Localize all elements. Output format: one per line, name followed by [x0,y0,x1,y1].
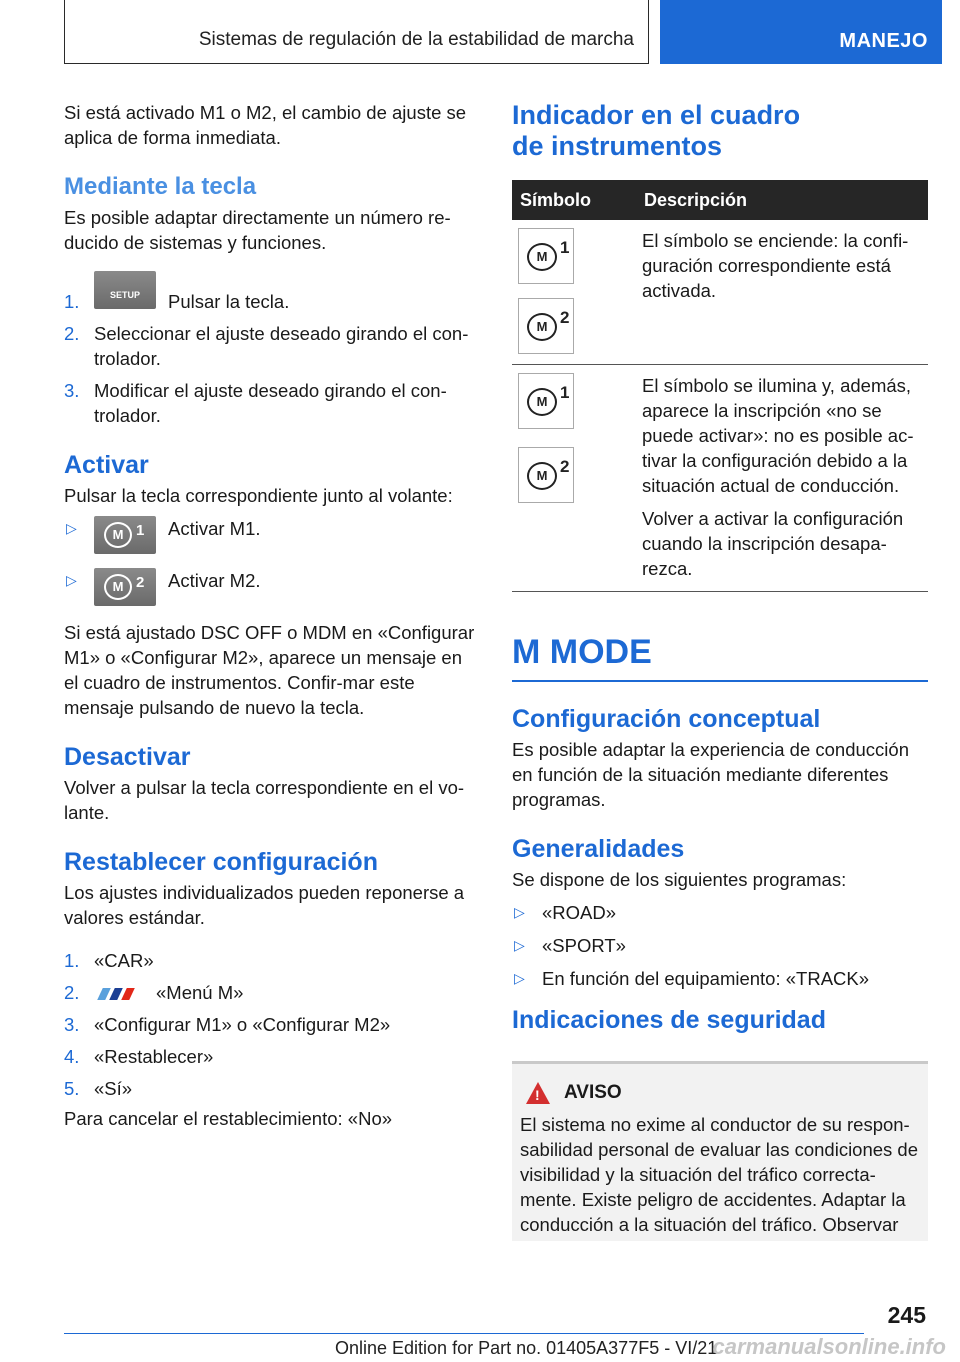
step-number: 1. [64,291,80,312]
step-number: 2. [64,323,80,344]
tecla-steps [64,271,478,428]
restablecer-paragraph: Los ajustes individualizados pueden reponerse a valores estándar. [64,882,465,928]
configuracion-paragraph: Es posible adaptar la experiencia de conducción en función de la situación mediante diferentes programas. [512,739,909,810]
activar-item-text: Activar M2. [168,570,261,591]
triangle-bullet-icon: ▷ [66,572,77,588]
step-text: Seleccionar el ajuste deseado girando el con-trolador. [94,323,469,369]
step-number: 1. [64,950,80,971]
m1-key-sup: 1 [136,522,145,539]
program-item [512,966,928,991]
m2-symbol-icon [518,298,574,354]
step-text: Pulsar la tecla. [168,291,290,312]
table-row [512,220,928,365]
heading-generalidades: Generalidades [512,835,685,863]
m2-symbol-sup: 2 [560,308,570,327]
m2-symbol-icon [518,447,574,503]
program-text: «ROAD» [542,902,617,923]
m-mode-divider [512,680,928,682]
activar-item-text: Activar M1. [168,518,261,539]
step-text: «Menú M» [156,982,244,1003]
step-text: «Sí» [94,1078,133,1099]
triangle-bullet-icon: ▷ [514,904,525,920]
left-column [64,100,478,1131]
heading-mediante-tecla: Mediante la tecla [64,173,257,200]
triangle-bullet-icon: ▷ [66,520,77,536]
tecla-paragraph: Es posible adaptar directamente un número re-ducido de sistemas y funciones. [64,207,451,253]
step-text: Modificar el ajuste deseado girando el con-trolador. [94,380,447,426]
row-description-extra: Volver a activar la configuración cuando la inscripción desapa-rezca. [642,508,904,579]
step-item [64,1044,478,1069]
restablecer-steps [64,948,478,1101]
table-cell-symbols [512,220,636,365]
program-item [512,933,928,958]
m2-symbol-letter: M [527,462,557,490]
desactivar-paragraph: Volver a pulsar la tecla correspondiente en el vo-lante. [64,777,465,823]
m1-symbol-sup: 1 [560,383,570,402]
step-item [64,980,478,1005]
dsc-paragraph: Si está ajustado DSC OFF o MDM en «Configurar M1» o «Configurar M2», aparece un mensaje en el cuadro de instrumentos. Confir-mar este mensaje pulsando de nuevo la tecla. [64,622,475,718]
warning-triangle-icon [526,1082,550,1104]
m1-symbol-letter: M [527,388,557,416]
step-text: «Restablecer» [94,1046,214,1067]
heading-seguridad: Indicaciones de seguridad [512,1006,826,1034]
row-description: El símbolo se enciende: la confi-guración correspondiente está activada. [642,230,909,301]
step-item [64,1076,478,1101]
table-header-row [512,180,928,220]
warning-title: AVISO [564,1082,622,1103]
step-number: 3. [64,1014,80,1035]
page-number: 245 [887,1302,926,1328]
footer-watermark: carmanualsonline.info [712,1334,946,1359]
step-number: 3. [64,380,80,401]
header-chapter-tab[interactable] [660,0,942,64]
activar-paragraph: Pulsar la tecla correspondiente junto al volante: [64,485,453,506]
right-column [512,100,928,1241]
heading-activar: Activar [64,451,149,479]
m2-key-icon [94,568,156,606]
table-cell-symbols [512,365,636,592]
m-stripe-red [121,988,135,1000]
m2-key-sup: 2 [136,574,145,591]
table-row [512,365,928,592]
m2-key-letter: M [104,574,132,600]
setup-key-icon [94,271,156,309]
row-description: El símbolo se ilumina y, además, aparece la inscripción «no se puede activar»: no es posible ac-tivar la configuración debido a la situación actual de conducción. [642,375,914,496]
header-chapter-label: MANEJO [839,30,928,52]
m2-symbol-sup: 2 [560,457,570,476]
warning-text: El sistema no exime al conductor de su respon-sabilidad personal de evaluar las condiciones de visibilidad y la situación del tráfico correcta-mente. Existe peligro de accidentes. Adaptar la conducción a la situación del tráfico. Observar [520,1114,919,1235]
step-item [64,321,478,371]
step-item [64,378,478,428]
m1-symbol-sup: 1 [560,238,570,257]
triangle-bullet-icon: ▷ [514,970,525,986]
symbol-table [512,180,928,592]
activar-list [64,516,478,612]
step-item [64,1012,478,1037]
heading-restablecer: Restablecer configuración [64,848,378,876]
heading-desactivar: Desactivar [64,743,191,771]
footer-edition: Online Edition for Part no. 01405A377F5 - VI/21 [335,1338,718,1358]
step-text: «CAR» [94,950,154,971]
intro-paragraph: Si está activado M1 o M2, el cambio de ajuste se aplica de forma inmediata. [64,102,467,148]
heading-indicador: Indicador en el cuadro de instrumentos [512,100,801,161]
m1-key-icon [94,516,156,554]
step-number: 4. [64,1046,80,1067]
m2-symbol-letter: M [527,313,557,341]
program-text: En función del equipamiento: «TRACK» [542,968,870,989]
table-header-symbol: Símbolo [512,180,636,220]
table-header-description: Descripción [636,180,928,220]
cancel-paragraph: Para cancelar el restablecimiento: «No» [64,1108,393,1129]
triangle-bullet-icon: ▷ [514,937,525,953]
program-text: «SPORT» [542,935,626,956]
warning-box [512,1061,928,1241]
warning-header [526,1082,920,1104]
step-item [64,271,478,314]
generalidades-paragraph: Se dispone de los siguientes programas: [512,869,847,890]
programs-list [512,900,928,991]
m-stripes-icon [94,986,148,1002]
m1-symbol-icon [518,228,574,284]
table-cell-description [636,220,928,365]
table-cell-description [636,365,928,592]
setup-key-label: SETUP [109,290,140,300]
step-text: «Configurar M1» o «Configurar M2» [94,1014,391,1035]
header-section-title: Sistemas de regulación de la estabilidad de marcha [198,29,634,50]
activar-item-m1 [64,516,478,560]
m1-symbol-icon [518,373,574,429]
step-item [64,948,478,973]
program-item [512,900,928,925]
m1-key-letter: M [104,522,132,548]
heading-configuracion: Configuración conceptual [512,705,821,733]
activar-item-m2 [64,568,478,612]
header-section-box [64,0,649,64]
m1-symbol-letter: M [527,243,557,271]
step-number: 5. [64,1078,80,1099]
heading-m-mode: M MODE [512,633,652,671]
step-number: 2. [64,982,80,1003]
